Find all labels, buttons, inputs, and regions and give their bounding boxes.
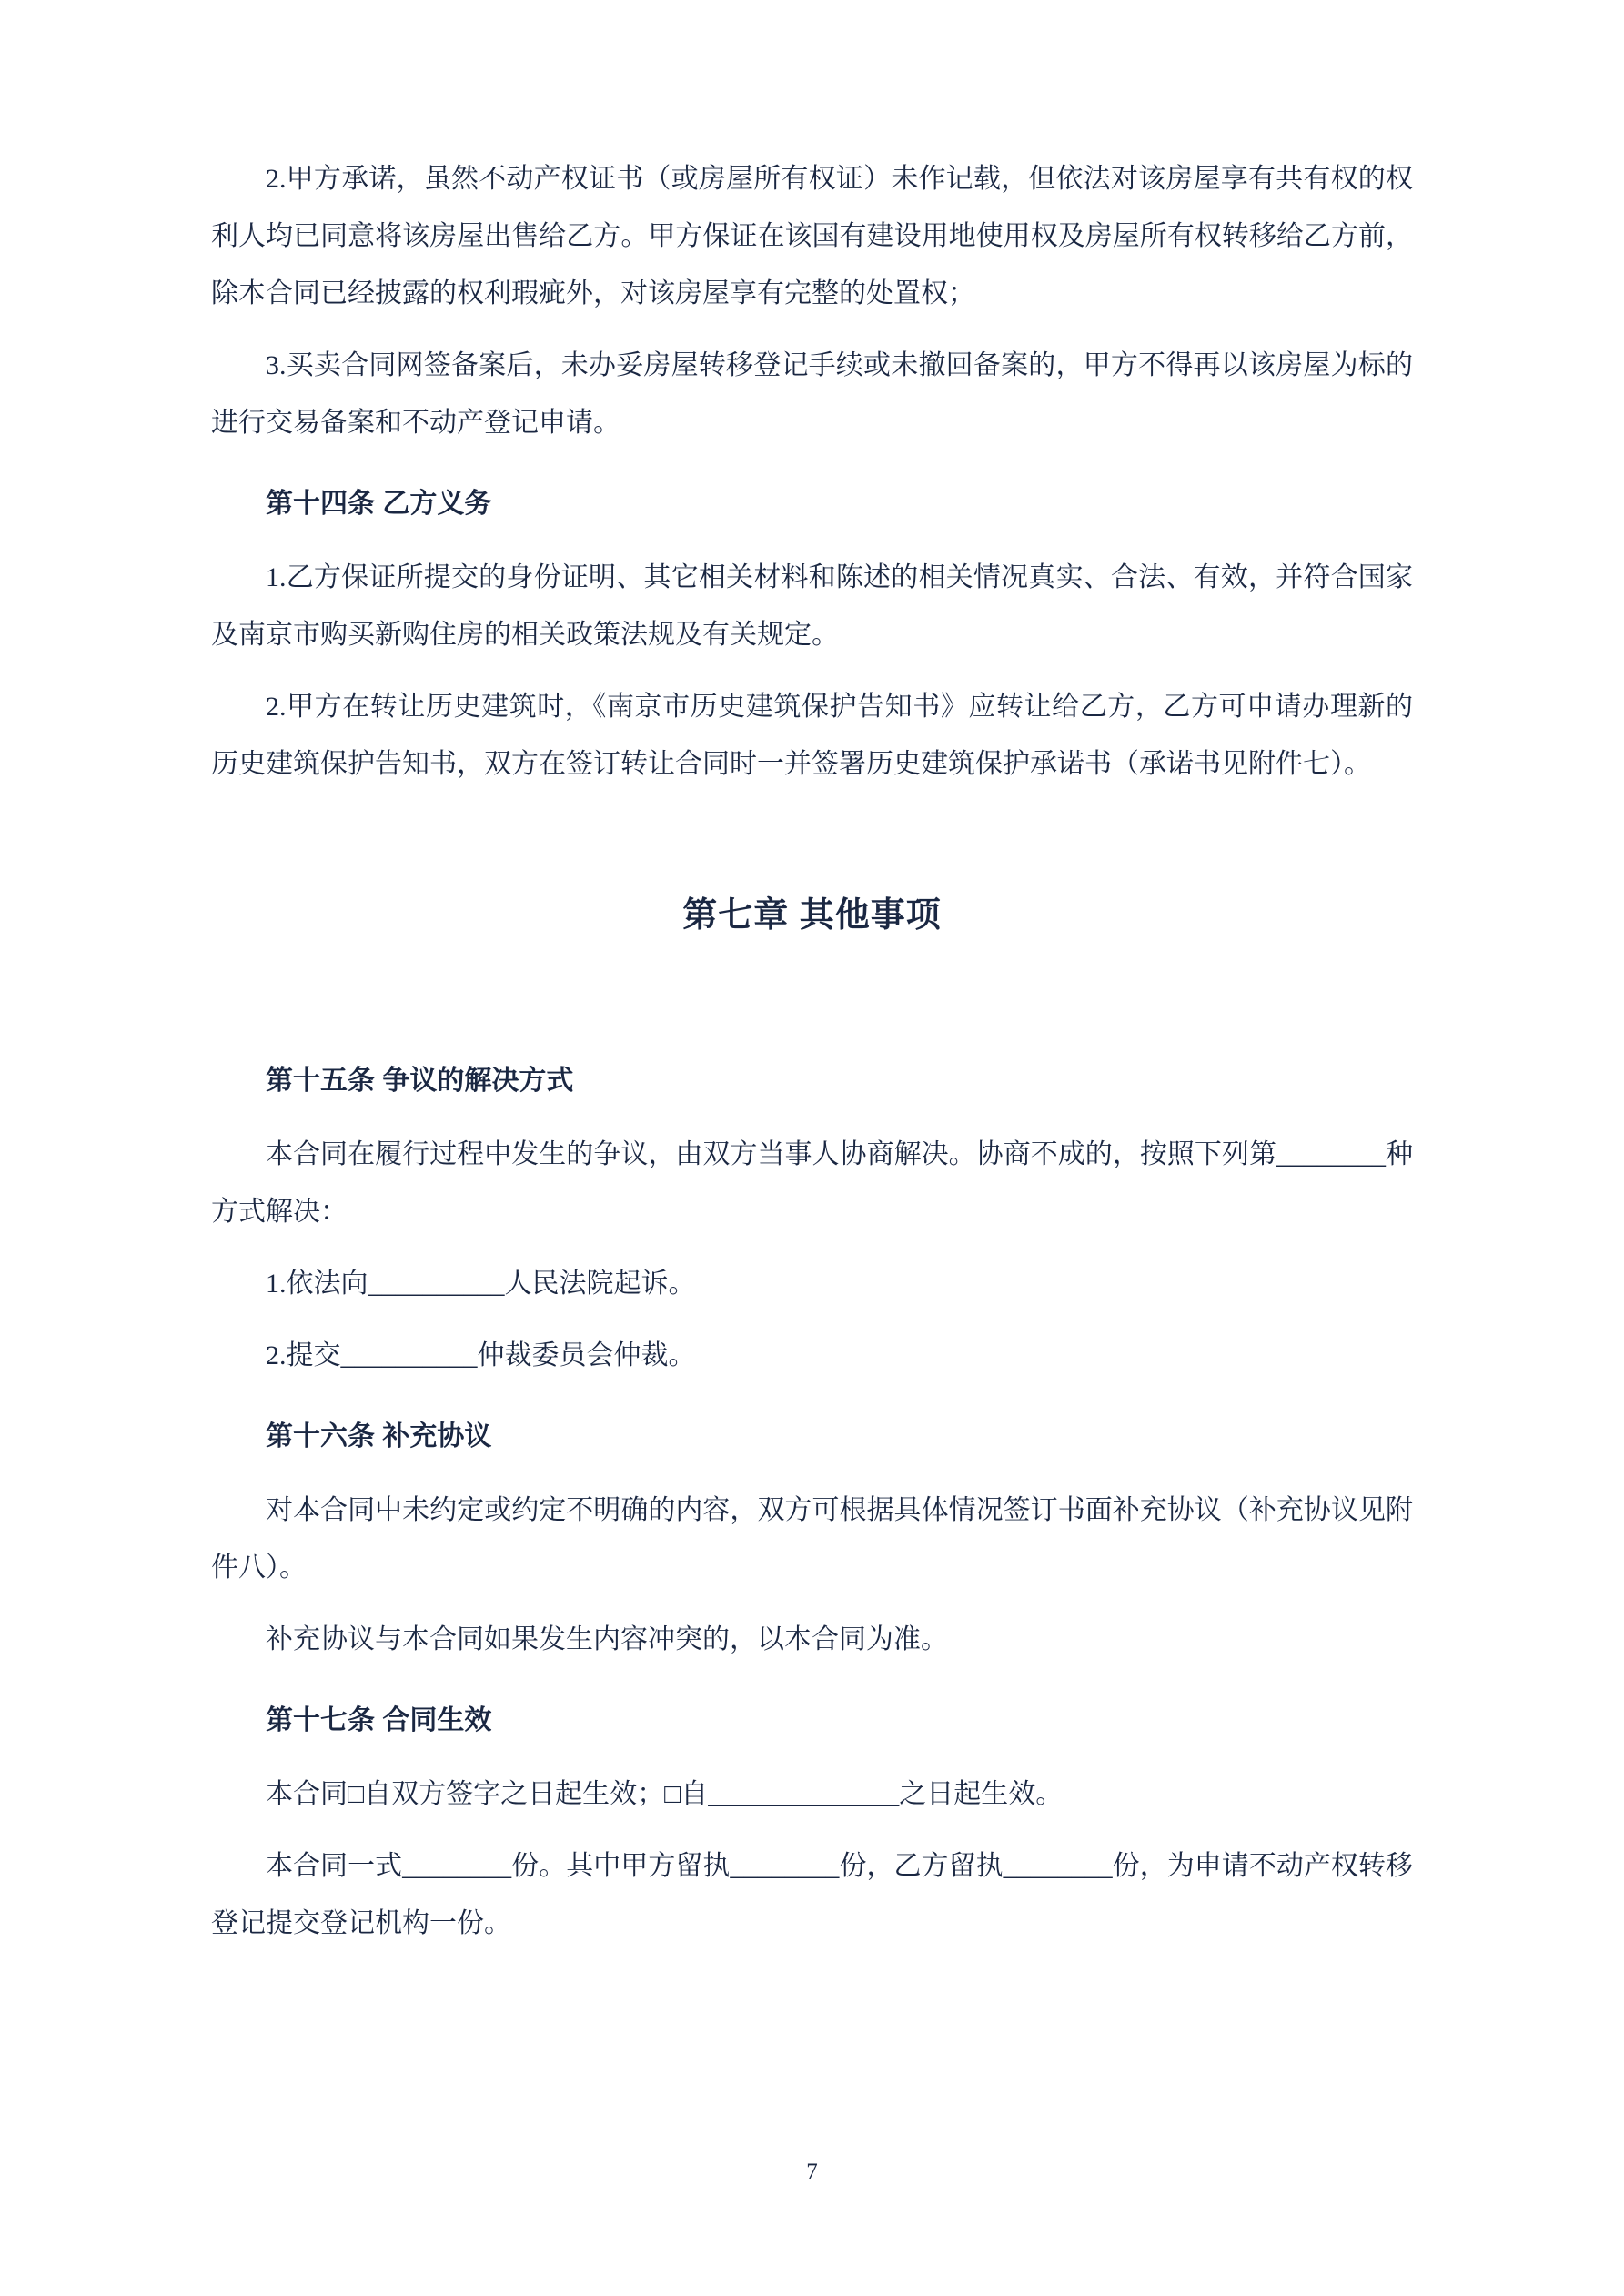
paragraph: 3.买卖合同网签备案后，未办妥房屋转移登记手续或未撤回备案的，甲方不得再以该房屋为标的进行交易备案和不动产登记申请。	[211, 350, 1413, 438]
paragraph-blank-arbitration: 2.提交__________仲裁委员会仲裁。	[266, 1340, 696, 1371]
paragraph: 补充协议与本合同如果发生内容冲突的，以本合同为准。	[266, 1624, 948, 1655]
article-17-heading: 第十七条 合同生效	[266, 1705, 492, 1736]
article-14-heading: 第十四条 乙方义务	[266, 489, 492, 519]
article-15-heading: 第十五条 争议的解决方式	[266, 1066, 574, 1097]
chapter-7-heading: 第七章 其他事项	[682, 896, 942, 935]
paragraph: 本合同在履行过程中发生的争议，由双方当事人协商解决。协商不成的，按照下列第________种方式解决：	[211, 1139, 1413, 1228]
paragraph-copies: 本合同一式________份。其中甲方留执________份，乙方留执________份，为申请不动产权转移登记提交登记机构一份。	[211, 1851, 1413, 1939]
paragraph: 对本合同中未约定或约定不明确的内容，双方可根据具体情况签订书面补充协议（补充协议见附件八）。	[211, 1495, 1413, 1583]
paragraph: 2.甲方在转让历史建筑时，《南京市历史建筑保护告知书》应转让给乙方，乙方可申请办理新的历史建筑保护告知书，双方在签订转让合同时一并签署历史建筑保护承诺书（承诺书见附件七）。	[211, 692, 1413, 779]
paragraph-blank-court: 1.依法向__________人民法院起诉。	[266, 1269, 696, 1300]
article-16-heading: 第十六条 补充协议	[266, 1421, 492, 1452]
paragraph: 1.乙方保证所提交的身份证明、其它相关材料和陈述的相关情况真实、合法、有效，并符合国家及南京市购买新购住房的相关政策法规及有关规定。	[211, 562, 1413, 650]
paragraph: 2.甲方承诺，虽然不动产权证书（或房屋所有权证）未作记载，但依法对该房屋享有共有权的权利人均已同意将该房屋出售给乙方。甲方保证在该国有建设用地使用权及房屋所有权转移给乙方前，除本合同已经披露的权利瑕疵外，对该房屋享有完整的处置权；	[211, 164, 1413, 308]
paragraph-effective-date: 本合同□自双方签字之日起生效；□自______________之日起生效。	[266, 1779, 1064, 1810]
page-number: 7	[806, 2159, 818, 2184]
